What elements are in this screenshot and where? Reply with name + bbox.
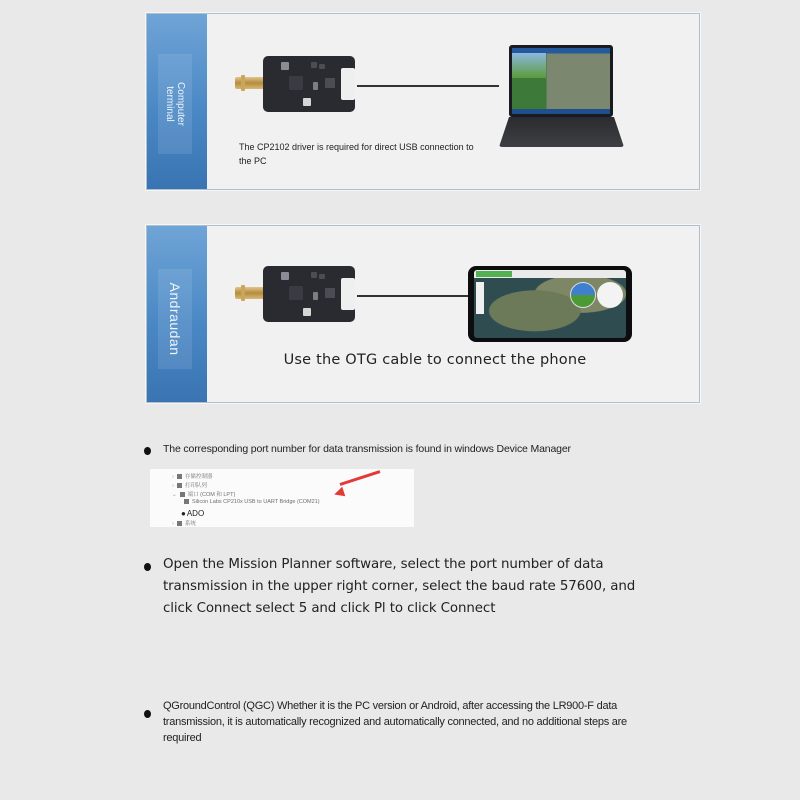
instruction-qgroundcontrol: QGroundControl (QGC) Whether it is the PC version or Android, after accessing the LR900-F data transmission, it is automatically recognized and automatically connected, and no additional steps are required [163, 700, 627, 744]
otg-cable-line [357, 295, 469, 297]
instruction-mission-planner: Open the Mission Planner software, select the port number of data transmission in the upper right corner, select the baud rate 57600, and click Connect select 5 and click Pl to click Connect [163, 557, 636, 616]
computer-terminal-panel [146, 13, 700, 190]
radio-module-image [235, 56, 355, 112]
compass-icon [597, 282, 623, 308]
phone-image [468, 266, 632, 342]
circuit-board [263, 56, 355, 112]
dm-row-com-port: Silicon Labs CP210x USB to UART Bridge (COM21) [184, 499, 320, 505]
attitude-indicator-icon [570, 282, 596, 308]
bullet-icon [144, 563, 151, 571]
panel-side-bar [147, 14, 207, 189]
otg-caption: Use the OTG cable to connect the phone [283, 352, 587, 368]
panel-side-bar [147, 226, 207, 402]
bullet-icon [144, 447, 151, 455]
radio-module-image [235, 266, 355, 322]
instruction-device-manager: The corresponding port number for data transmission is found in windows Device Manager [163, 443, 571, 455]
side-label-android: Andraudan [167, 282, 183, 356]
dm-row: › 系统 [172, 521, 196, 527]
android-panel [146, 225, 700, 403]
dm-row: ⌄ 端口 (COM 和 LPT) [172, 492, 236, 498]
laptop-image [499, 45, 624, 145]
cp2102-caption: The CP2102 driver is required for direct USB connection to the PC [239, 142, 474, 166]
dm-highlight-label: ● ADO [181, 509, 204, 518]
circuit-board [263, 266, 355, 322]
device-manager-screenshot [150, 469, 414, 527]
dm-row: › 存储控制器 [172, 474, 213, 480]
bullet-icon [144, 710, 151, 718]
side-label-computer-terminal: Computer terminal [164, 82, 186, 126]
dm-row: › 打印队列 [172, 483, 207, 489]
usb-cable-line [357, 85, 499, 87]
